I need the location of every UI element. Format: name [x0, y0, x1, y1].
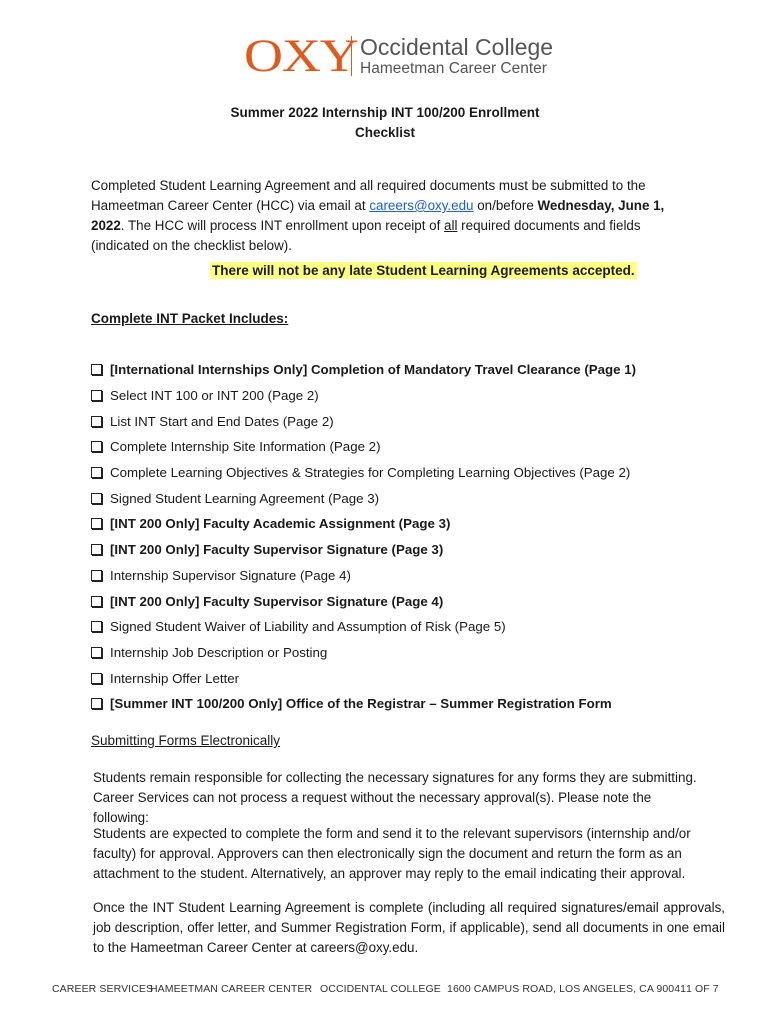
logo-mark: OXY [244, 30, 358, 82]
footer-address: 1600 CAMPUS ROAD, LOS ANGELES, CA 90041 [447, 983, 687, 995]
electronic-paragraph-3: Once the INT Student Learning Agreement is complete (including all required signatures/email approvals, job description, offer letter, and Summer Registration Form, if applicable), send all documents in one email to the Hameetman Career Center at careers@oxy.edu. [93, 900, 725, 955]
checklist-item-label: [International Internships Only] Completion of Mandatory Travel Clearance (Page 1) [110, 362, 637, 378]
checkbox-icon[interactable] [91, 493, 102, 504]
checklist-item [91, 357, 731, 383]
checkbox-icon[interactable] [91, 544, 102, 555]
checklist-item-label: Select INT 100 or INT 200 (Page 2) [110, 388, 319, 404]
checklist-item-label: List INT Start and End Dates (Page 2) [110, 413, 334, 429]
checklist-item-label: [INT 200 Only] Faculty Supervisor Signature (Page 3) [110, 542, 444, 558]
footer-page-number: 1 OF 7 [686, 983, 719, 995]
electronic-paragraph-1: Students remain responsible for collecting the necessary signatures for any forms they are submitting. Career Services can not process a request without the necessary approval(s). Please note the following: [93, 770, 697, 825]
checklist-item [91, 460, 731, 486]
checkbox-icon[interactable] [91, 673, 102, 684]
footer-center: HAMEETMAN CAREER CENTER [150, 983, 313, 995]
logo-center-name: Hameetman Career Center [360, 59, 547, 77]
footer-services: CAREER SERVICES [52, 983, 154, 995]
checklist-item-label: Internship Job Description or Posting [110, 644, 328, 660]
checkbox-icon[interactable] [91, 467, 102, 478]
checklist-item-label: [INT 200 Only] Faculty Supervisor Signature (Page 4) [110, 593, 444, 609]
emphasis-all: all [444, 218, 458, 233]
checklist-item-label: Complete Internship Site Information (Page 2) [110, 439, 381, 455]
checklist-item [91, 434, 731, 460]
logo-text [360, 33, 554, 77]
packet-heading: Complete INT Packet Includes: [91, 311, 289, 326]
careers-email-link[interactable]: careers@oxy.edu [369, 198, 474, 213]
electronic-paragraph-2: Students are expected to complete the form and send it to the relevant supervisors (internship and/or faculty) for approval. Approvers can then electronically sign the document and return the form as an attachment to the student. Alternatively, an approver may reply to the email indicating their approval. [93, 826, 691, 881]
checkbox-icon[interactable] [91, 390, 102, 401]
checklist-item [91, 485, 731, 511]
checklist-item [91, 691, 731, 717]
intro-paragraph: Completed Student Learning Agreement and all required documents must be submitted to the Hameetman Career Center (HCC) via email at careers@oxy.edu on/before Wednesday, June 1, 2022. The HCC will process INT enrollment upon receipt of all required documents and fields (indicated on the checklist below). [91, 178, 665, 253]
checklist-item [91, 614, 731, 640]
checkbox-icon[interactable] [91, 441, 102, 452]
checkbox-icon[interactable] [91, 416, 102, 427]
checkbox-icon[interactable] [91, 647, 102, 658]
college-logo [244, 30, 554, 82]
checkbox-icon[interactable] [91, 698, 102, 709]
checklist-item [91, 640, 731, 666]
checklist-item-label: Signed Student Waiver of Liability and Assumption of Risk (Page 5) [110, 619, 506, 635]
checkbox-icon[interactable] [91, 570, 102, 581]
late-warning: There will not be any late Student Learning Agreements accepted. [212, 263, 635, 278]
checklist-item [91, 537, 731, 563]
footer-college: OCCIDENTAL COLLEGE [320, 983, 441, 995]
checklist [91, 357, 731, 717]
checklist-item-label: Internship Supervisor Signature (Page 4) [110, 567, 351, 583]
document-subtitle: Checklist [354, 125, 416, 140]
logo-college-name: Occidental College [360, 33, 554, 60]
checkbox-icon[interactable] [91, 596, 102, 607]
deadline: Wednesday, June 1, 2022 [91, 198, 665, 233]
checkbox-icon[interactable] [91, 518, 102, 529]
checklist-item [91, 383, 731, 409]
checklist-item-label: Complete Learning Objectives & Strategies for Completing Learning Objectives (Page 2) [110, 465, 631, 481]
checklist-item-label: Internship Offer Letter [110, 670, 240, 686]
electronic-heading: Submitting Forms Electronically [91, 733, 281, 748]
checklist-item-label: Signed Student Learning Agreement (Page 3) [110, 490, 380, 506]
checklist-item [91, 408, 731, 434]
checklist-item-label: [Summer INT 100/200 Only] Office of the Registrar – Summer Registration Form [110, 696, 612, 712]
checklist-item [91, 588, 731, 614]
checklist-item [91, 665, 731, 691]
checklist-item [91, 511, 731, 537]
checklist-item [91, 563, 731, 589]
checkbox-icon[interactable] [91, 364, 102, 375]
checkbox-icon[interactable] [91, 621, 102, 632]
document-title: Summer 2022 Internship INT 100/200 Enrollment [230, 105, 540, 120]
checklist-item-label: [INT 200 Only] Faculty Academic Assignment (Page 3) [110, 516, 451, 532]
